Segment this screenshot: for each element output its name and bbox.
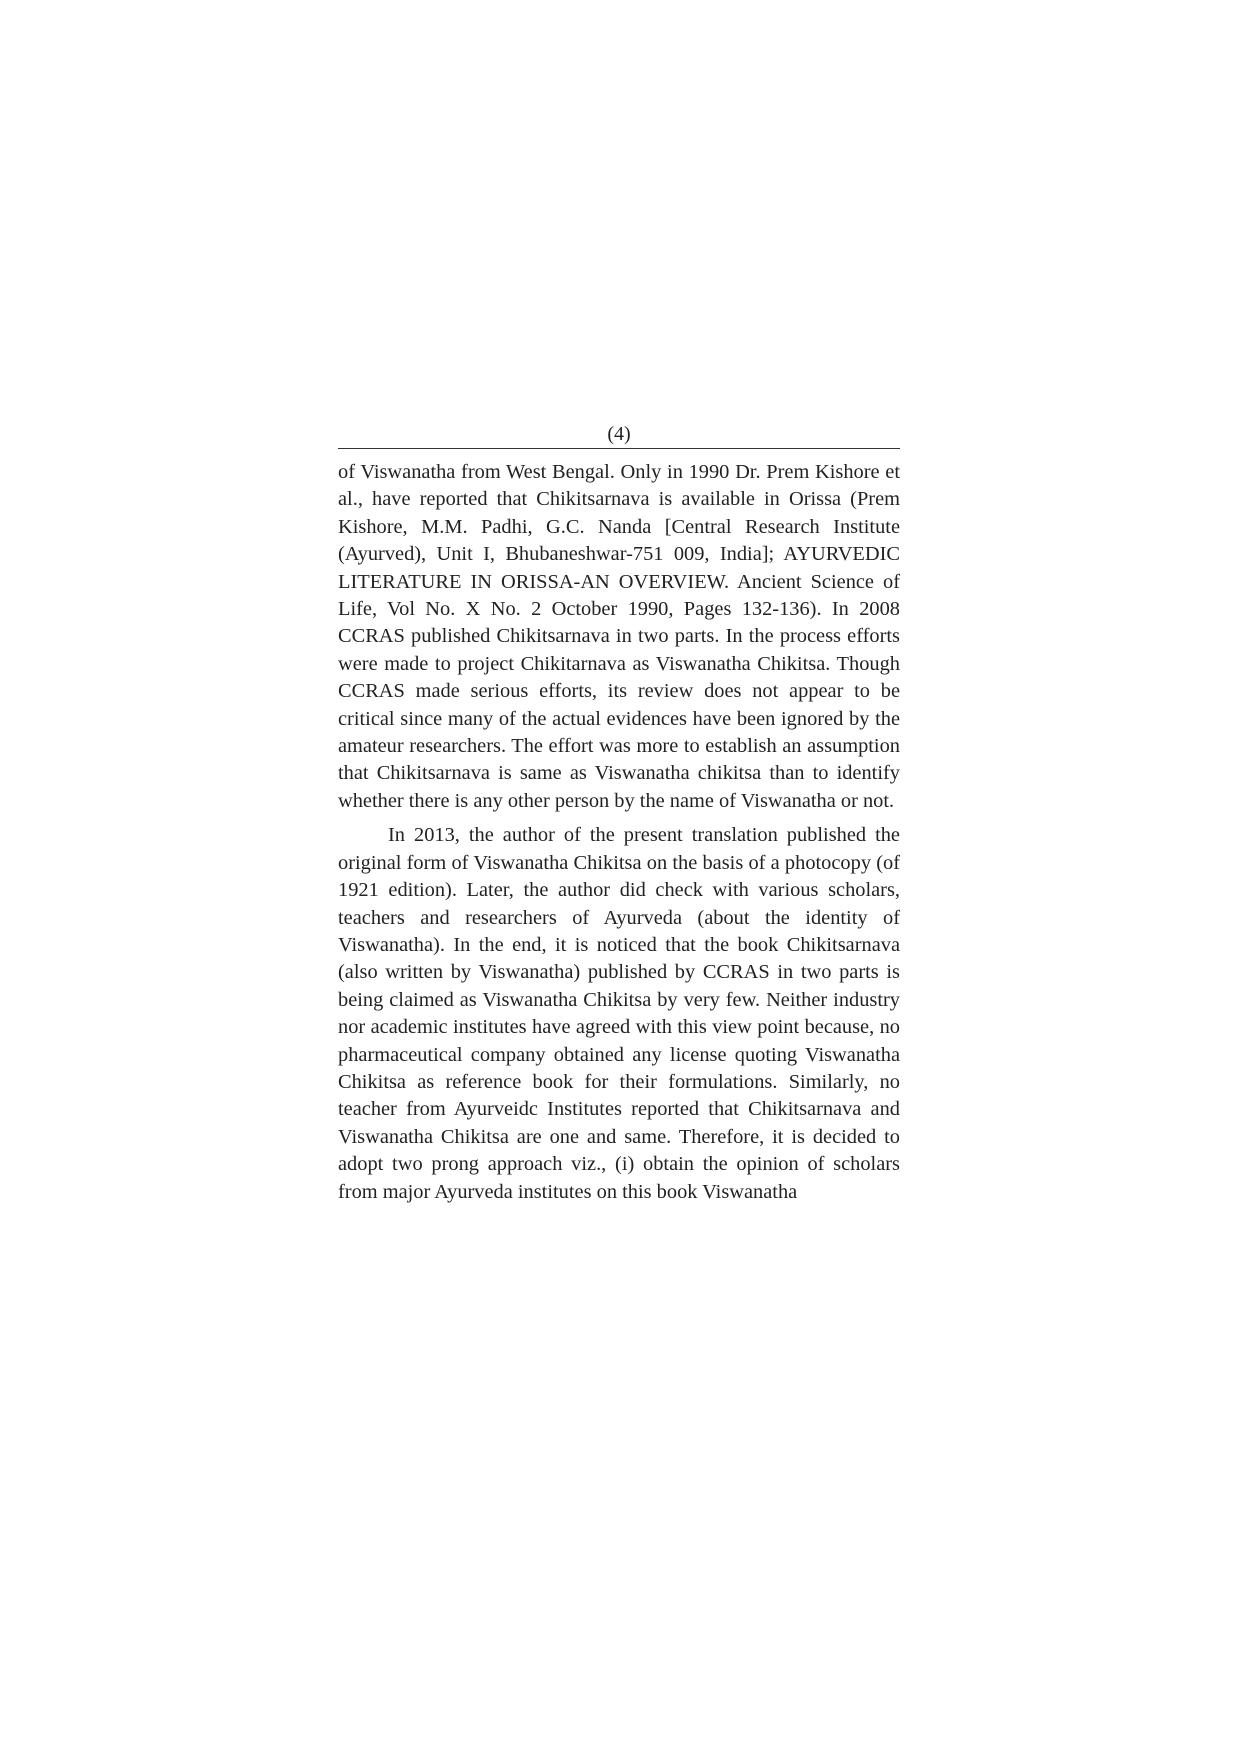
header-rule: [338, 448, 900, 449]
paragraph-continuation: of Viswanatha from West Bengal. Only in 1990 Dr. Prem Kishore et al., have reported that Chikitsarnava is available in Orissa (Prem Kishore, M.M. Padhi, G.C. Nanda [Central Research Institute (Ayurved), Unit I, Bhubaneshwar-751 009, India]; AYURVEDIC LITERATURE IN ORISSA-AN OVERVIEW. Ancient Science of Life, Vol No. X No. 2 October 1990, Pages 132-136). In 2008 CCRAS published Chikitsarnava in two parts. In the process efforts were made to project Chikitarnava as Viswanatha Chikitsa. Though CCRAS made serious efforts, its review does not appear to be critical since many of the actual evidences have been ignored by the amateur researchers. The effort was more to establish an assumption that Chikitsarnava is same as Viswanatha chikitsa than to identify whether there is any other person by the name of Viswanatha or not.: [338, 461, 900, 812]
page-number: (4): [607, 423, 631, 445]
paragraph-2013-translation: In 2013, the author of the present translation published the original form of Viswanatha Chikitsa on the basis of a photocopy (of 1921 edition). Later, the author did check with various scholars, teachers and researchers of Ayurveda (about the identity of Viswanatha). In the end, it is noticed that the book Chikitsarnava (also written by Viswanatha) published by CCRAS in two parts is being claimed as Viswanatha Chikitsa by very few. Neither industry nor academic institutes have agreed with this view point because, no pharmaceutical company obtained any license quoting Viswanatha Chikitsa as reference book for their formulations. Similarly, no teacher from Ayurveidc Institutes reported that Chikitsarnava and Viswanatha Chikitsa are one and same. Therefore, it is decided to adopt two prong approach viz., (i) obtain the opinion of scholars from major Ayurveda institutes on this book Viswanatha: [338, 824, 900, 1203]
body-text: [338, 459, 900, 1206]
